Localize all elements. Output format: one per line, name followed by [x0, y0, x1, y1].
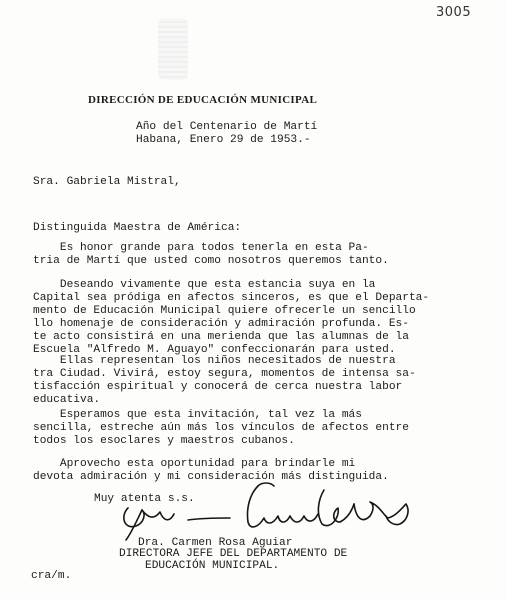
paragraph-line: educativa. — [33, 394, 101, 406]
salutation: Distinguida Maestra de América: — [33, 222, 242, 234]
addressee: Sra. Gabriela Mistral, — [33, 176, 181, 188]
archive-number: 3005 — [436, 5, 472, 20]
paragraph-line: Escuela "Alfredo M. Aguayo" confeccionarán para usted. — [33, 344, 396, 356]
paragraph-line: sencilla, estreche aún más los vínculos de afectos entre — [33, 422, 409, 434]
paragraph-line: te acto consistirá en una merienda que las alumnas de la — [33, 331, 409, 343]
paragraph-line: Es honor grande para todos tenerla en esta Pa- — [33, 242, 369, 254]
embossed-seal — [158, 18, 188, 80]
signer-title-line2: EDUCACIÓN MUNICIPAL. — [145, 560, 280, 572]
paragraph-line: tria de Martí que usted como nosotros queremos tanto. — [33, 255, 389, 267]
dateline-place-date: Habana, Enero 29 de 1953.- — [136, 134, 311, 146]
paragraph-2 — [33, 279, 473, 357]
signer-title-line1: DIRECTORA JEFE DEL DEPARTAMENTO DE — [119, 548, 348, 560]
paragraph-line: Capital sea pródiga en afectos sinceros, es que el Departa- — [33, 292, 430, 304]
paragraph-line: Ellas representan los niños necesitados de nuestra — [33, 355, 396, 367]
paragraph-line: tra Ciudad. Vivirá, estoy segura, momentos de intensa sa- — [33, 368, 416, 380]
paragraph-line: Aprovecho esta oportunidad para brindarle mi — [33, 458, 356, 470]
paragraph-line: Deseando vivamente que esta estancia suya en la — [33, 279, 376, 291]
paragraph-line: Esperamos que esta invitación, tal vez la más — [33, 409, 362, 421]
typist-initials: cra/m. — [31, 570, 72, 582]
dateline-year: Año del Centenario de Martí — [136, 121, 318, 133]
signer-name: Dra. Carmen Rosa Aguiar — [138, 537, 293, 549]
closing: Muy atenta s.s. — [94, 493, 195, 505]
paragraph-3 — [33, 355, 473, 407]
paragraph-4 — [33, 409, 473, 448]
paragraph-1 — [33, 242, 473, 268]
letterhead: DIRECCIÓN DE EDUCACIÓN MUNICIPAL — [88, 94, 318, 106]
paragraph-line: llo homenaje de consideración y admiración profunda. Es- — [33, 318, 409, 330]
paragraph-line: todos los esoclares y maestros cubanos. — [33, 435, 295, 447]
paragraph-line: mento de Educación Municipal quiere ofrecerle un sencillo — [33, 305, 416, 317]
paragraph-line: tisfacción espiritual y conocerá de cerca nuestra labor — [33, 381, 403, 393]
paragraph-line: devota admiración y mi consideración más distinguida. — [33, 471, 389, 483]
